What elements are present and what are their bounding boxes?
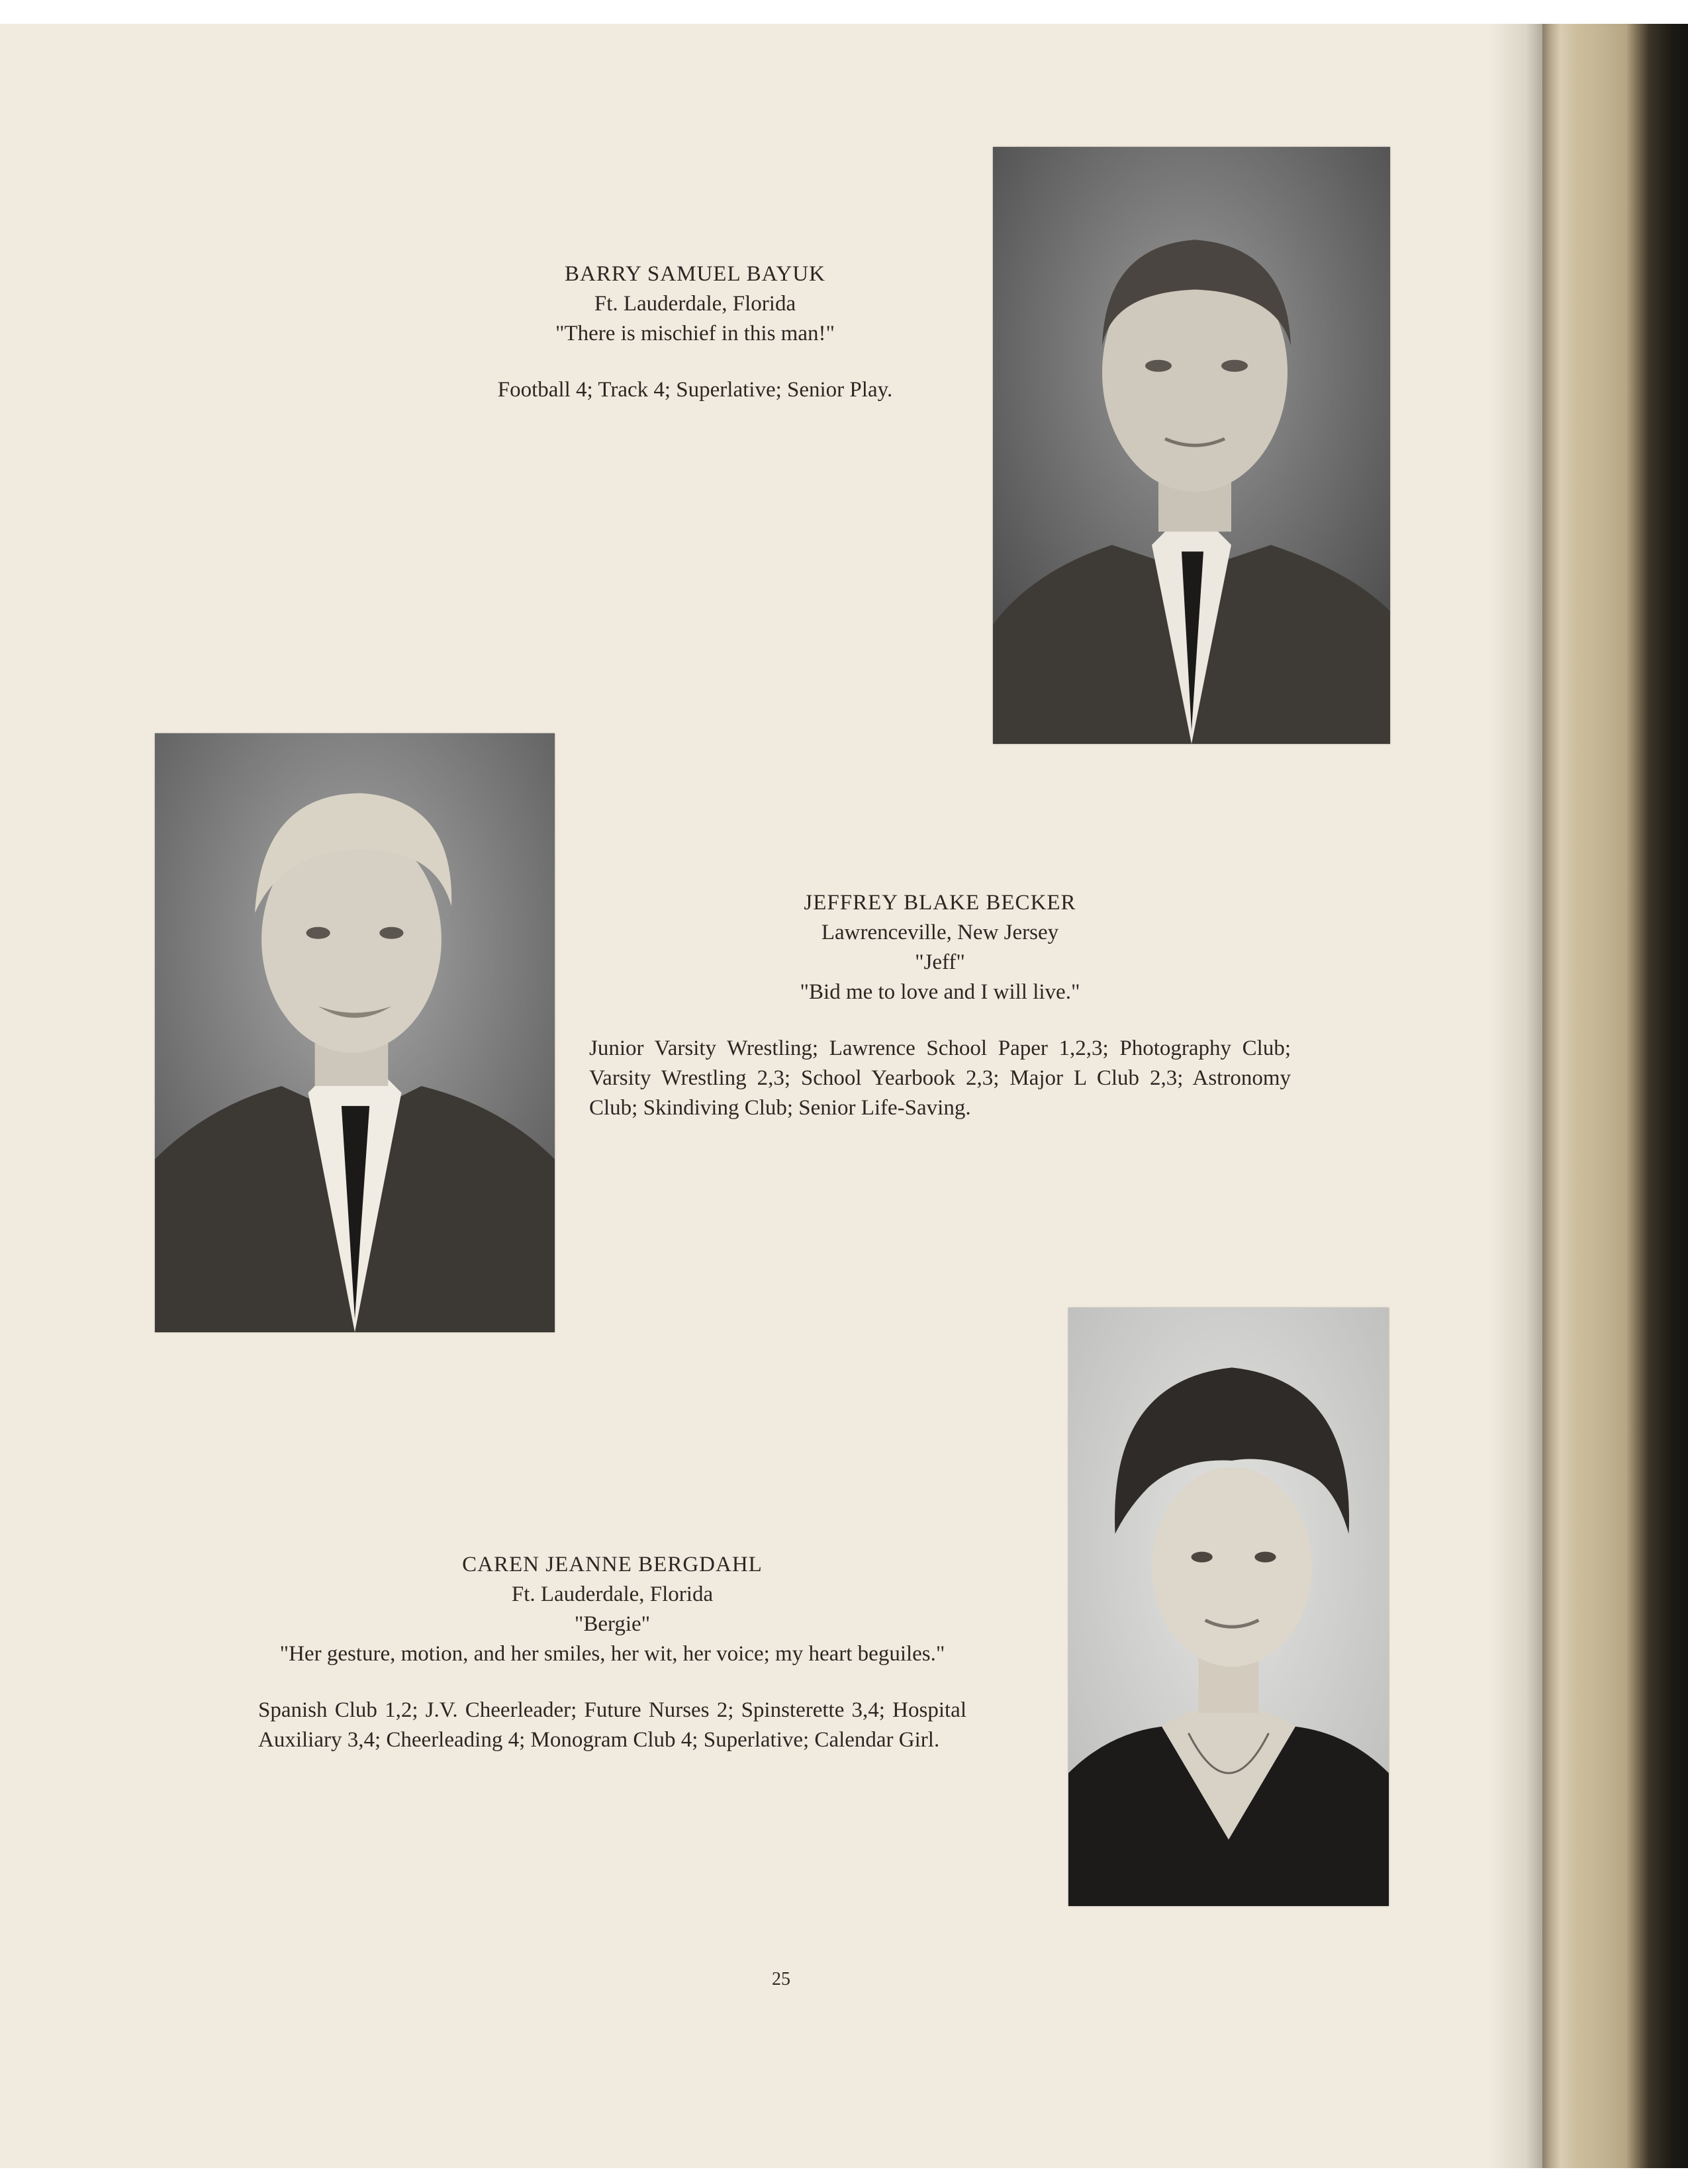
student-hometown: Lawrenceville, New Jersey [821, 921, 1059, 944]
student-entry-caren [258, 1550, 966, 1755]
student-quote: "Bid me to love and I will live." [800, 980, 1080, 1004]
student-quote: "Her gesture, motion, and her smiles, her wit, her voice; my heart beguiles." [279, 1642, 945, 1666]
scan-border [0, 2168, 1688, 2184]
student-entry-barry [430, 259, 960, 405]
student-activities: Spanish Club 1,2; J.V. Cheerleader; Future Nurses 2; Spinsterette 3,4; Hospital Auxiliary 3,4; Cheerleading 4; Monogram Club 4; Superlative; Calendar Girl. [258, 1698, 966, 1752]
page-gutter-shadow [1489, 24, 1542, 2168]
student-nickname: "Jeff" [915, 950, 965, 974]
portrait-photo-barry [993, 147, 1390, 744]
book-binding [1542, 24, 1688, 2168]
student-quote: "There is mischief in this man!" [555, 322, 835, 345]
portrait-photo-caren [1068, 1308, 1389, 1906]
student-nickname: "Bergie" [574, 1612, 651, 1636]
student-name: JEFFREY BLAKE BECKER [804, 891, 1076, 915]
student-hometown: Ft. Lauderdale, Florida [594, 292, 796, 316]
student-hometown: Ft. Lauderdale, Florida [511, 1582, 714, 1606]
portrait-photo-jeffrey [155, 733, 555, 1332]
student-activities: Football 4; Track 4; Superlative; Senior Play. [497, 378, 893, 402]
page-number: 25 [772, 1969, 790, 1989]
student-activities: Junior Varsity Wrestling; Lawrence School Paper 1,2,3; Photography Club; Varsity Wrestling 2,3; School Yearbook 2,3; Major L Club 2,3; Astronomy Club; Skindiving Club; Senior Life-Saving. [589, 1036, 1291, 1120]
student-name: CAREN JEANNE BERGDAHL [462, 1553, 763, 1576]
student-entry-jeffrey [589, 888, 1291, 1123]
student-name: BARRY SAMUEL BAYUK [565, 262, 825, 286]
